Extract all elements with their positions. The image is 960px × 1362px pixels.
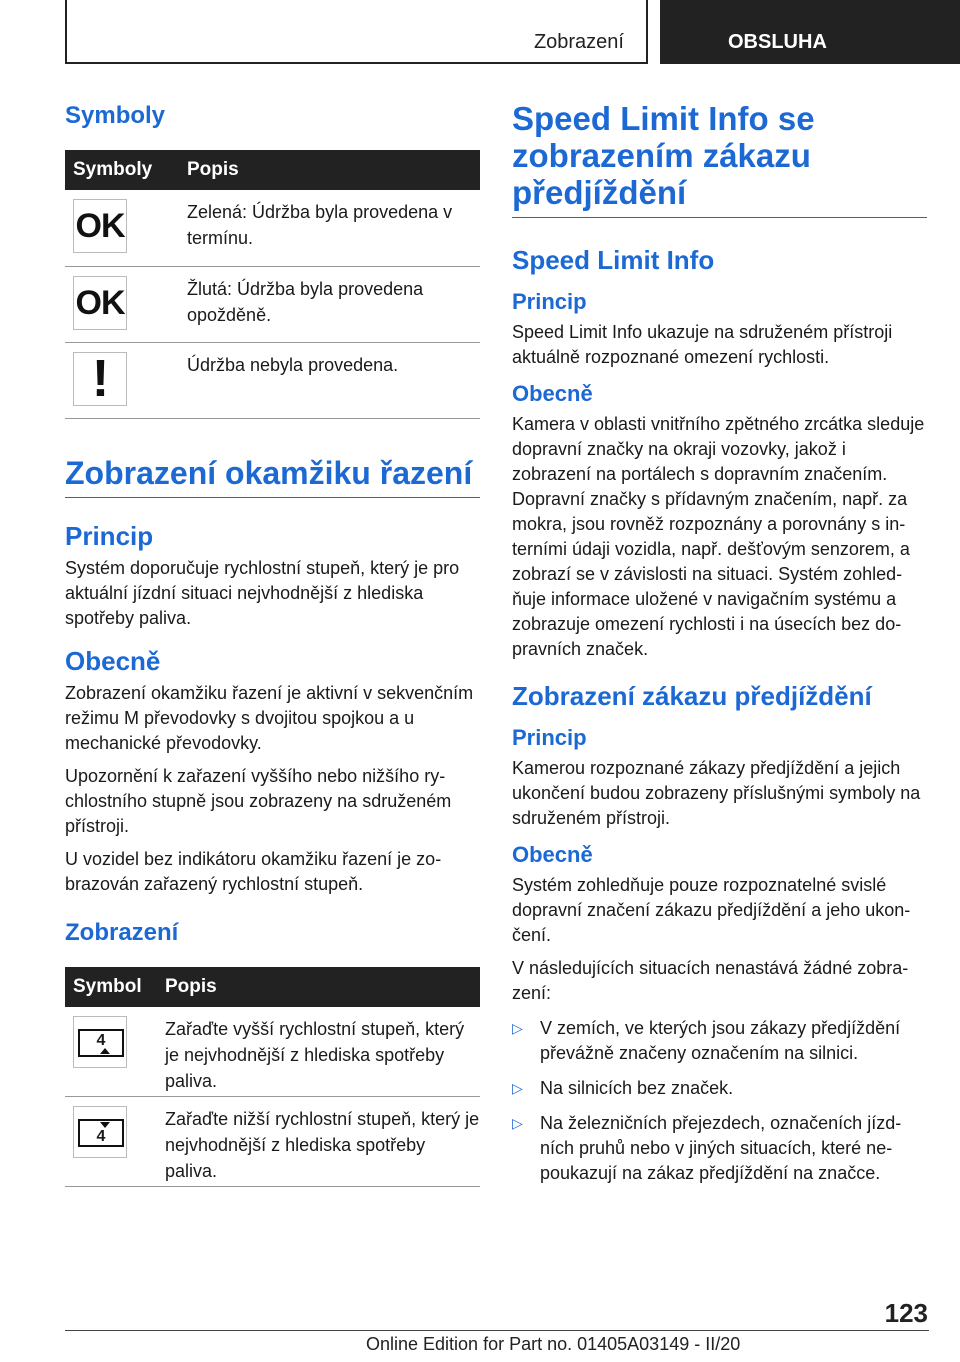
symbols-col-description: Popis (179, 150, 480, 190)
list-item: ▷ V zemích, ve kterých jsou zákazy předjíždění převážně značeny označením na silnici. (512, 1018, 901, 1063)
princip-heading: Princip (512, 725, 587, 750)
header-chapter: OBSLUHA (660, 0, 960, 64)
symbols-table-header (65, 150, 480, 190)
obecne-paragraph-2: V následujících situacích nenastává žádné zobrazení: (512, 958, 909, 1003)
obecne-heading: Obecně (512, 381, 593, 406)
sli-heading: Speed Limit Info (512, 245, 715, 275)
header-section: Zobrazení (533, 31, 624, 53)
princip-heading: Princip (65, 520, 154, 551)
bullet-icon: ▷ (512, 1080, 523, 1096)
princip-heading: Princip (512, 289, 587, 314)
ok-yellow-icon: OK (73, 276, 127, 330)
obecne-text: Kamera v oblasti vnitřního zpětného zrcátka sleduje dopravní značky na okraji vozovky, jakož i zobrazení na portálech s dopravním značením. Dopravní značky s přídavným značením, např. za mokra, jsou rovněž rozpoznány a porovnány s interními údaji vozidla, např. dešťovým senzorem, a zobrazí se v závislosti na situaci. Systém zohledňuje informace uložené v navigačním systému a zobrazuje omezení rychlosti i na úsecích bez dopravních značek. (512, 414, 925, 659)
princip-text: Speed Limit Info ukazuje na sdruženém přístroji aktuálně rozpoznané omezení rychlosti. (512, 322, 893, 367)
gear-table (65, 967, 480, 1188)
obecne-paragraph-1: Systém zohledňuje pouze rozpoznatelné svislé dopravní značení zákazu předjíždění a jeho ukončení. (512, 875, 911, 945)
gear-col-symbol: Symbol (65, 967, 157, 1007)
obecne-paragraph-2: Upozornění k zařazení vyššího nebo nižšího rychlostního stupně jsou zobrazeny na sdruženém přístroji. (65, 765, 452, 836)
row-description: Zelená: Údržba byla provedena v termínu. (179, 190, 480, 266)
row-description: Zařaďte vyšší rychlostní stupeň, který je nejvhodnější z hlediska spotřeby paliva. (157, 1007, 480, 1097)
gear-col-description: Popis (157, 967, 480, 1007)
obecne-paragraph-1: Zobrazení okamžiku řazení je aktivní v sekvenčním režimu M převodovky s dvojitou spojkou a u mechanické převodovky. (65, 682, 474, 753)
exclamation-icon: ! (73, 352, 127, 406)
table-row (65, 190, 480, 266)
princip-text: Kamerou rozpoznané zákazy předjíždění a jejich ukončení budou zobrazeny příslušnými symboly na sdruženém přístroji. (512, 758, 921, 828)
situations-list (512, 1016, 927, 1186)
symbols-heading: Symboly (65, 102, 166, 129)
shift-up-icon: 4 (73, 1016, 127, 1068)
row-description: Údržba nebyla provedena. (179, 342, 480, 418)
bullet-icon: ▷ (512, 1115, 523, 1131)
speed-limit-heading: Speed Limit Info se zobrazením zákazu předjíždění (512, 100, 927, 218)
obecne-paragraph-3: U vozidel bez indikátoru okamžiku řazení je zobrazován zařazený rychlostní stupeň. (65, 848, 442, 894)
obecne-heading: Obecně (512, 842, 593, 867)
table-row (65, 1097, 480, 1187)
shift-down-icon: 4 (73, 1106, 127, 1158)
header-frame (65, 0, 648, 64)
obecne-heading: Obecně (65, 645, 161, 676)
ok-green-icon: OK (73, 199, 127, 253)
footer-edition: Online Edition for Part no. 01405A03149 - II/20 (366, 1334, 741, 1354)
left-column (65, 100, 480, 1187)
table-row (65, 1007, 480, 1097)
table-row (65, 266, 480, 342)
footer-divider (65, 1330, 929, 1331)
symbols-col-symbol: Symboly (65, 150, 179, 190)
table-row (65, 342, 480, 418)
shift-indicator-heading: Zobrazení okamžiku řazení (65, 455, 480, 498)
right-column (512, 100, 927, 1196)
princip-text: Systém doporučuje rychlostní stupeň, který je pro aktuální jízdní situaci nejvhodnější z hlediska spotřeby paliva. (65, 557, 460, 628)
list-item: ▷ Na silnicích bez značek. (512, 1076, 927, 1101)
gear-table-header (65, 967, 480, 1007)
page-number: 123 (884, 1298, 928, 1328)
row-description: Žlutá: Údržba byla provedena opožděně. (179, 266, 480, 342)
no-passing-heading: Zobrazení zákazu předjíždění (512, 681, 872, 711)
bullet-icon: ▷ (512, 1020, 523, 1036)
symbols-table (65, 150, 480, 419)
row-description: Zařaďte nižší rychlostní stupeň, který je nejvhodnější z hlediska spotřeby paliva. (157, 1097, 480, 1187)
list-item: ▷ Na železničních přejezdech, označeních jízdních pruhů nebo v jiných situacích, které nepoukazují na zákaz předjíždění na značce. (512, 1113, 902, 1183)
zobrazeni-heading: Zobrazení (65, 918, 179, 946)
